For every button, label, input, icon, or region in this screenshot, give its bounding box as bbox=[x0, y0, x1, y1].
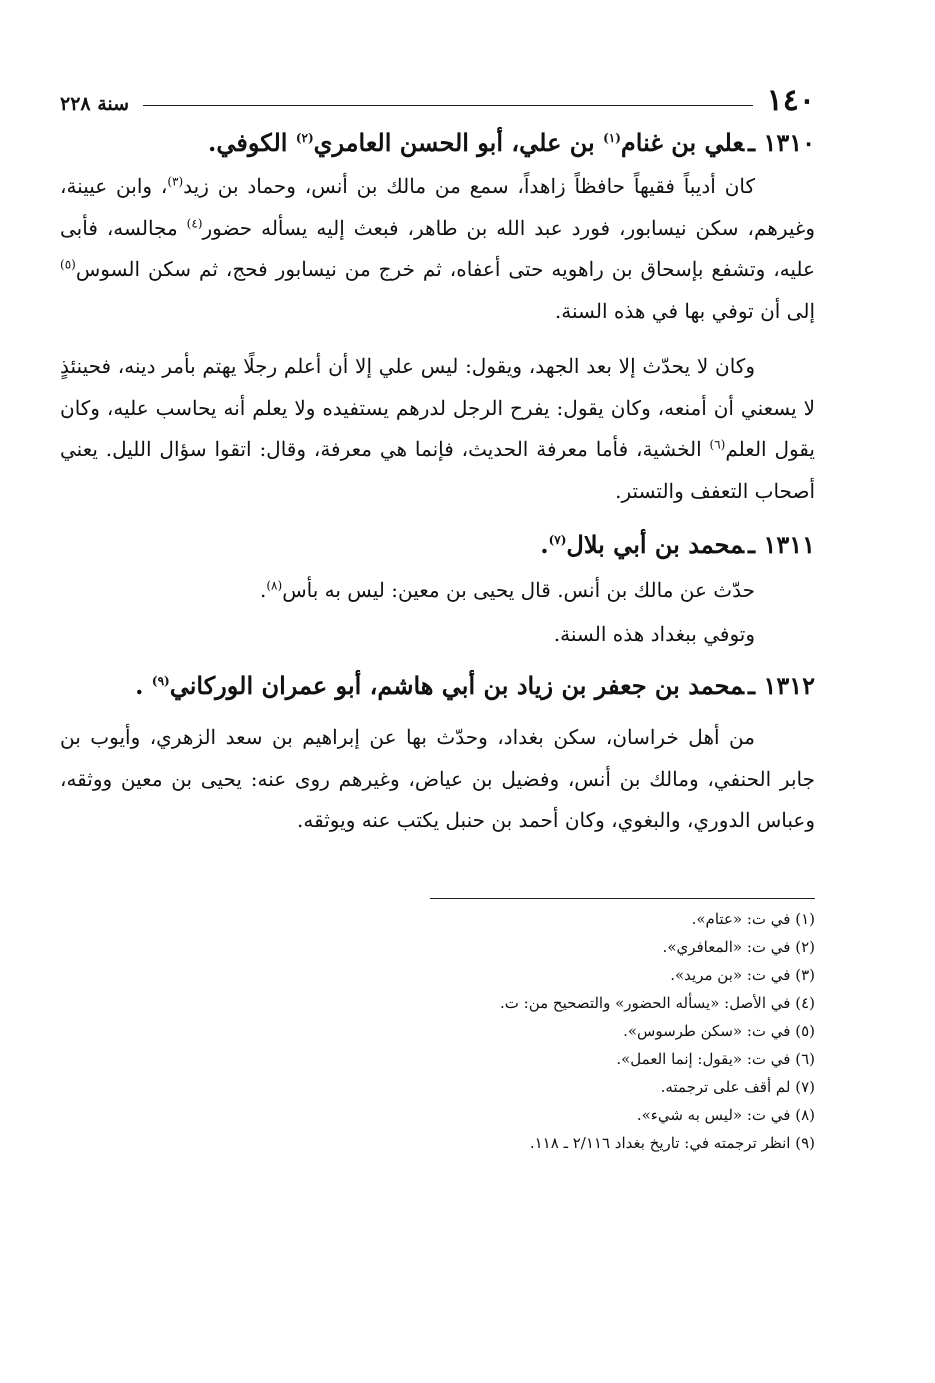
entry-title-1312 bbox=[60, 669, 815, 703]
entry-name: محمد بن أبي بلال bbox=[566, 530, 745, 559]
footnote-item: (٦) في ت: «يقول: إنما العمل». bbox=[616, 1049, 815, 1068]
footnote-item: (٧) لم أقف على ترجمته. bbox=[660, 1077, 815, 1096]
paragraph-text: مجالسه، فأبى عليه، وتشفع بإسحاق بن راهويه حتى أعفاه، ثم خرج من نيسابور فحج، ثم سكن السوس bbox=[60, 215, 815, 281]
footnote-ref[interactable]: (٨) bbox=[266, 578, 283, 593]
entry-title-1311 bbox=[60, 528, 815, 562]
footnote-ref[interactable]: (٦) bbox=[709, 437, 726, 452]
paragraph-text: إلى أن توفي بها في هذه السنة. bbox=[554, 298, 815, 323]
entry-name-end: . bbox=[135, 671, 152, 700]
footnote-item: (٩) انظر ترجمته في: تاريخ بغداد ٢/١١٦ ـ ١١٨. bbox=[529, 1133, 815, 1152]
header-rule bbox=[143, 105, 753, 106]
paragraph-text: من أهل خراسان، سكن بغداد، وحدّث بها عن إبراهيم بن سعد الزهري، وأيوب بن جابر الحنفي، ومالك بن أنس، وفضيل بن عياض، وغيرهم روى عنه: يحيى بن معين ووثقه، وعباس الدوري، والبغوي، وكان أحمد بن حنبل يكتب عنه ويوثقه. bbox=[60, 725, 815, 832]
footnote-item: (٨) في ت: «ليس به شيء». bbox=[636, 1105, 815, 1124]
paragraph bbox=[60, 717, 815, 842]
footnote-item: (٣) في ت: «بن مريد». bbox=[670, 965, 815, 984]
paragraph bbox=[60, 166, 815, 332]
entry-number: ١٣١٢ ـ bbox=[748, 671, 815, 700]
entry-name-rest: بن علي، أبو الحسن العامري bbox=[313, 128, 604, 157]
year-label: سنة ٢٢٨ bbox=[60, 93, 130, 115]
paragraph-text: وتوفي ببغداد هذه السنة. bbox=[553, 621, 755, 646]
paragraph-text: الخشية، فأما معرفة الحديث، فإنما هي معرفة، وقال: اتقوا سؤال الليل. يعني أصحاب التعفف والتستر. bbox=[60, 437, 815, 503]
paragraph-text: كان أديباً فقيهاً حافظاً زاهداً، سمع من مالك بن أنس، وحماد بن زيد bbox=[183, 174, 755, 198]
paragraph bbox=[60, 346, 815, 512]
entry-name: علي بن غنام bbox=[620, 128, 745, 157]
entry-title-1310 bbox=[60, 126, 815, 160]
entry-number: ١٣١٠ ـ bbox=[748, 128, 815, 157]
footnote-rule bbox=[430, 898, 815, 899]
paragraph bbox=[60, 614, 815, 656]
paragraph-text: حدّث عن مالك بن أنس. قال يحيى بن معين: ليس به بأس bbox=[282, 578, 755, 602]
entry-name-end: . bbox=[540, 530, 549, 559]
paragraph-text: وكان لا يحدّث إلا بعد الجهد، ويقول: ليس علي إلا أن أعلم رجلًا يهتم بأمر دينه، فحينئذٍ لا يسعني أن أمنعه، وكان يقول: يفرح الرجل لدرهم يستفيده ولا يعلم أنه يحاسب عليه، وكان يقول العلم bbox=[60, 354, 815, 461]
paragraph-text: . bbox=[260, 578, 267, 602]
footnotes bbox=[60, 905, 815, 1157]
footnote-ref[interactable]: (٤) bbox=[186, 215, 203, 230]
footnote-ref[interactable]: (٣) bbox=[167, 174, 184, 189]
footnote-ref[interactable]: (١) bbox=[603, 131, 621, 145]
footnote-item: (٢) في ت: «المعافري». bbox=[662, 937, 815, 956]
footnote-ref[interactable]: (٩) bbox=[151, 674, 170, 688]
book-page bbox=[60, 80, 815, 1157]
page-number: ١٤٠ bbox=[766, 83, 815, 118]
footnote-item: (١) في ت: «عتام». bbox=[691, 909, 815, 928]
entry-name: محمد بن جعفر بن زياد بن أبي هاشم، أبو عمران الوركاني bbox=[169, 671, 745, 700]
footnote-ref[interactable]: (٧) bbox=[548, 533, 567, 547]
paragraph bbox=[60, 570, 815, 612]
running-header bbox=[60, 80, 815, 116]
entry-number: ١٣١١ ـ bbox=[748, 530, 815, 559]
paragraph-text: ، وابن عيينة، وغيرهم، سكن نيسابور، فورد عبد الله بن طاهر، فبعث إليه يسأله حضور bbox=[60, 174, 816, 240]
entry-name-end: الكوفي. bbox=[208, 128, 296, 157]
footnote-item: (٥) في ت: «سكن طرسوس». bbox=[623, 1021, 815, 1040]
footnote-ref[interactable]: (٥) bbox=[60, 257, 76, 272]
footnote-item: (٤) في الأصل: «يسأله الحضور» والتصحيح من: ت. bbox=[499, 993, 815, 1012]
footnote-ref[interactable]: (٢) bbox=[295, 131, 314, 145]
